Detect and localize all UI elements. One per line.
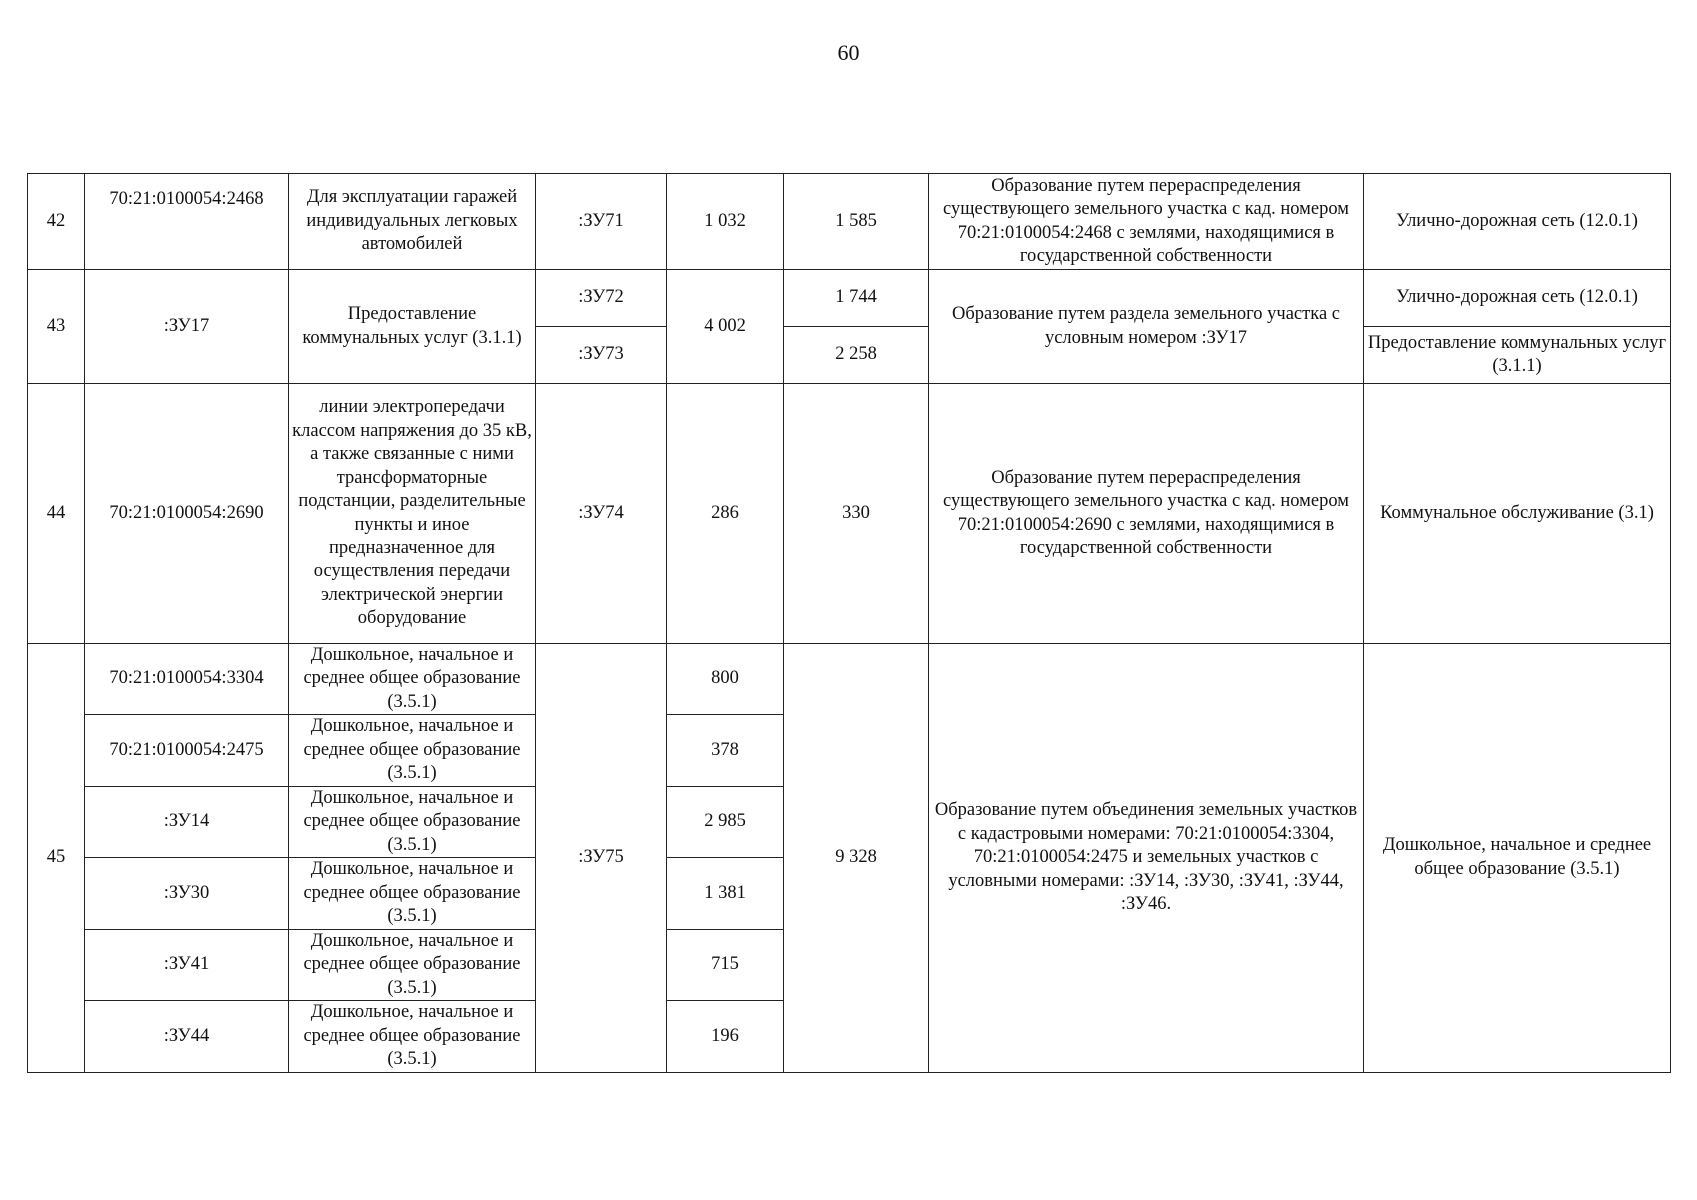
- formation-method: Образование путем перераспределения существующего земельного участка с кад. номером 70:21:0100054:2468 с землями, находящимися в государственной собственности: [929, 174, 1364, 270]
- original-area: 4 002: [667, 270, 784, 384]
- original-area: 2 985: [667, 786, 784, 857]
- table-row-44: [28, 384, 1671, 644]
- original-area: 715: [667, 929, 784, 1000]
- page-number: 60: [837, 40, 860, 65]
- cadastral-number: :ЗУ44: [85, 1001, 289, 1072]
- cadastral-number: 70:21:0100054:2468: [85, 174, 289, 270]
- permitted-use: Улично-дорожная сеть (12.0.1): [1364, 174, 1671, 270]
- permitted-use: Улично-дорожная сеть (12.0.1): [1364, 270, 1671, 327]
- formation-method: Образование путем объединения земельных участков с кадастровыми номерами: 70:21:0100054:3304, 70:21:0100054:2475 и земельных участков с условными номерами: :ЗУ14, :ЗУ30, :ЗУ41, :ЗУ44, :ЗУ46.: [929, 644, 1364, 1073]
- new-plot-id: :ЗУ71: [536, 174, 667, 270]
- permitted-use: Предоставление коммунальных услуг (3.1.1): [1364, 327, 1671, 384]
- new-area: 9 328: [784, 644, 929, 1073]
- cadastral-number: :ЗУ41: [85, 929, 289, 1000]
- cadastral-number: 70:21:0100054:2690: [85, 384, 289, 644]
- current-use: Предоставление коммунальных услуг (3.1.1): [289, 270, 536, 384]
- original-area: 196: [667, 1001, 784, 1072]
- cadastral-number: 70:21:0100054:3304: [85, 644, 289, 715]
- current-use: Для эксплуатации гаражей индивидуальных легковых автомобилей: [289, 174, 536, 270]
- new-area: 1 744: [784, 270, 929, 327]
- current-use: Дошкольное, начальное и среднее общее образование (3.5.1): [289, 1001, 536, 1072]
- current-use: Дошкольное, начальное и среднее общее образование (3.5.1): [289, 929, 536, 1000]
- row-number: 45: [28, 644, 85, 1073]
- original-area: 800: [667, 644, 784, 715]
- new-plot-id: :ЗУ72: [536, 270, 667, 327]
- original-area: 286: [667, 384, 784, 644]
- row-number: 43: [28, 270, 85, 384]
- land-plots-table: [27, 173, 1671, 1073]
- cadastral-number: :ЗУ14: [85, 786, 289, 857]
- row-number: 44: [28, 384, 85, 644]
- row-number: 42: [28, 174, 85, 270]
- table-row-42: [28, 174, 1671, 270]
- current-use: Дошкольное, начальное и среднее общее образование (3.5.1): [289, 715, 536, 786]
- current-use: Дошкольное, начальное и среднее общее образование (3.5.1): [289, 644, 536, 715]
- formation-method: Образование путем раздела земельного участка с условным номером :ЗУ17: [929, 270, 1364, 384]
- new-area: 1 585: [784, 174, 929, 270]
- table-row-45: [28, 644, 1671, 715]
- current-use: Дошкольное, начальное и среднее общее образование (3.5.1): [289, 786, 536, 857]
- original-area: 1 381: [667, 858, 784, 929]
- new-plot-id: :ЗУ74: [536, 384, 667, 644]
- new-plot-id: :ЗУ75: [536, 644, 667, 1073]
- new-area: 330: [784, 384, 929, 644]
- permitted-use: Дошкольное, начальное и среднее общее образование (3.5.1): [1364, 644, 1671, 1073]
- table-row-43: [28, 270, 1671, 327]
- new-plot-id: :ЗУ73: [536, 327, 667, 384]
- cadastral-number: :ЗУ30: [85, 858, 289, 929]
- current-use: линии электропередачи классом напряжения до 35 кВ, а также связанные с ними трансформаторные подстанции, разделительные пункты и иное предназначенное для осуществления передачи электрической энергии оборудование: [289, 384, 536, 644]
- original-area: 1 032: [667, 174, 784, 270]
- formation-method: Образование путем перераспределения существующего земельного участка с кад. номером 70:21:0100054:2690 с землями, находящимися в государственной собственности: [929, 384, 1364, 644]
- current-use: Дошкольное, начальное и среднее общее образование (3.5.1): [289, 858, 536, 929]
- cadastral-number: :ЗУ17: [85, 270, 289, 384]
- new-area: 2 258: [784, 327, 929, 384]
- permitted-use: Коммунальное обслуживание (3.1): [1364, 384, 1671, 644]
- original-area: 378: [667, 715, 784, 786]
- cadastral-number: 70:21:0100054:2475: [85, 715, 289, 786]
